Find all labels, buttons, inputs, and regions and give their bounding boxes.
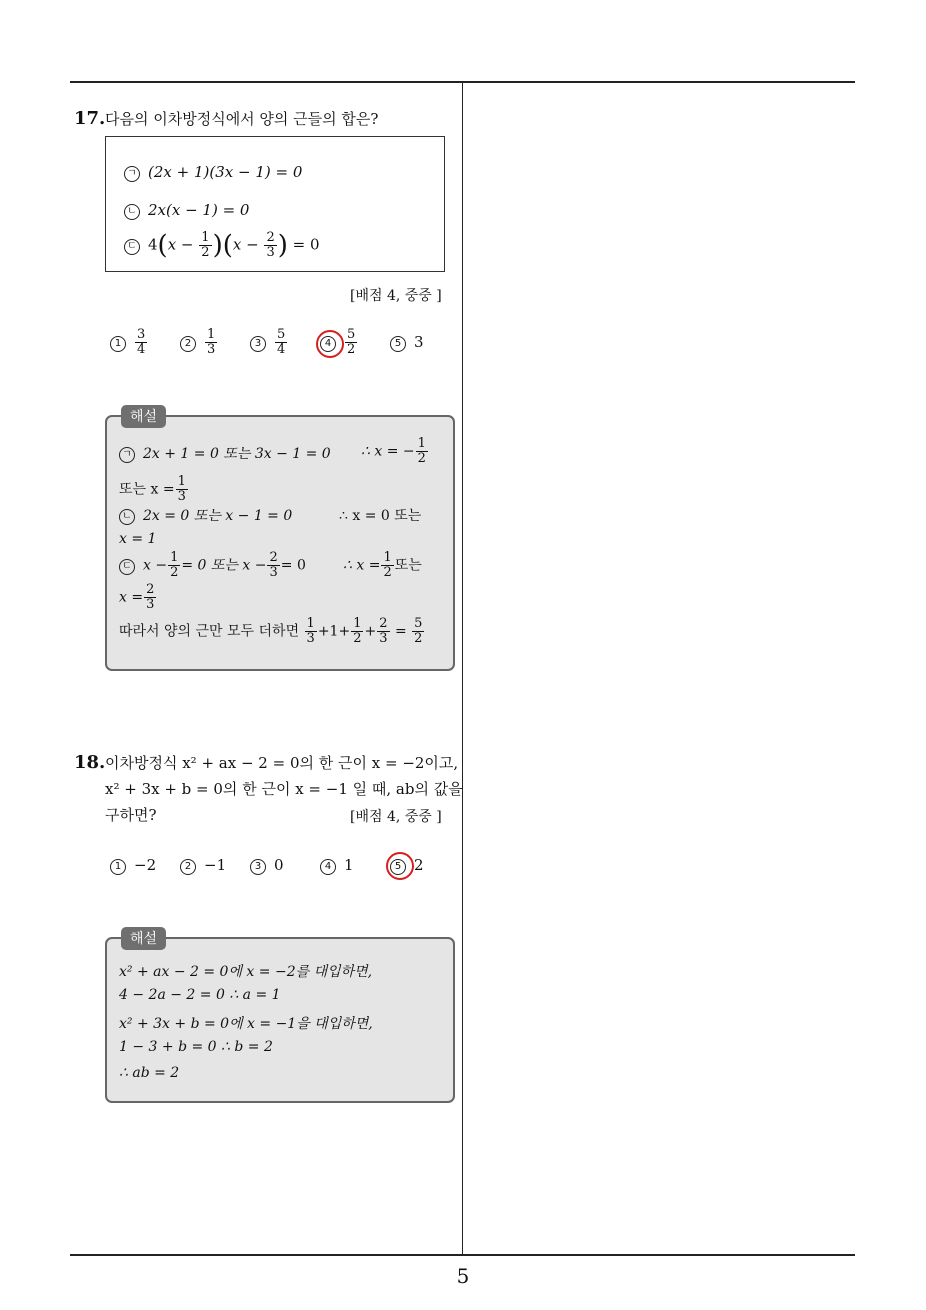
q17-condition-1 xyxy=(124,163,302,182)
q17-solution-line-5: ㄷ x − $\frac{1}{2}$ = 0 또는 x − $\frac{2}{3}$ = 0 xyxy=(119,551,306,580)
q17-solution-line-6: x = $\frac{2}{3}$ xyxy=(119,582,155,612)
condition-expr: (2x + 1)(3x − 1) = 0 xyxy=(148,163,303,181)
q17-solution-line-2: 또는 x = $\frac{1}{3}$ xyxy=(119,474,186,504)
q17-solution-line-1: ㄱ 2x + 1 = 0 또는 3x − 1 = 0 xyxy=(119,443,331,463)
q18-number: 18. xyxy=(74,752,106,773)
q18-choice-1[interactable]: 1 −2 xyxy=(110,856,156,875)
q18-solution-tag: 해설 xyxy=(121,927,166,950)
q18-choice-3[interactable]: 3 0 xyxy=(250,856,284,875)
q18-line-1: 이차방정식 x² + ax − 2 = 0의 한 근이 x = −2이고, xyxy=(105,754,459,772)
q18-line-3: 구하면? xyxy=(105,806,157,824)
condition-x1: x − xyxy=(167,235,194,254)
condition-tail: = 0 xyxy=(292,235,320,254)
q17-score: [배점 4, 중중 ] xyxy=(350,288,442,304)
q17-number: 17. xyxy=(74,108,106,129)
q17-choice-5[interactable]: 5 3 xyxy=(390,333,424,352)
q17-solution-line-4: x = 1 xyxy=(119,531,157,547)
condition-mark: ㄱ xyxy=(124,166,140,182)
bottom-rule xyxy=(70,1254,855,1256)
q18-choice-5[interactable]: 5 2 xyxy=(390,856,424,875)
condition-frac-2: $\frac{2}{3}$ xyxy=(266,230,275,260)
q18-selected-circle xyxy=(386,852,414,880)
q17-choice-4[interactable]: 4 $\frac{5}{2}$ xyxy=(320,328,358,357)
condition-expr: 2x(x − 1) = 0 xyxy=(148,201,250,219)
q17-solution-line-7: 따라서 양의 근만 모두 더하면 $\frac{1}{3}$ +1+ $\frac{1}{2}$ + $\frac{2}{3}$ = $\frac{5}{2}$ xyxy=(119,616,423,646)
q17-choice-2[interactable]: 2 $\frac{1}{3}$ xyxy=(180,328,218,357)
q18-solution-line-5: ∴ ab = 2 xyxy=(119,1065,180,1081)
q18-solution-box xyxy=(105,931,455,1103)
q17-choice-3[interactable]: 3 $\frac{5}{4}$ xyxy=(250,328,288,357)
q18-solution-line-2: 4 − 2a − 2 = 0 ∴ a = 1 xyxy=(119,987,281,1003)
column-divider xyxy=(462,82,463,1255)
condition-mark: ㄴ xyxy=(124,204,140,220)
q17-solution-line-3-result: ∴ x = 0 또는 xyxy=(339,508,422,524)
q18-choice-2[interactable]: 2 −1 xyxy=(180,856,226,875)
page-number: 5 xyxy=(456,1264,470,1288)
condition-frac-1: $\frac{1}{2}$ xyxy=(201,230,210,260)
q17-solution-line-5-result: ∴ x = $\frac{1}{2}$ 또는 xyxy=(343,550,422,580)
q17-solution-box xyxy=(105,409,455,671)
q18-solution-line-1: x² + ax − 2 = 0에 x = −2를 대입하면, xyxy=(119,964,373,980)
q18-solution-line-3: x² + 3x + b = 0에 x = −1을 대입하면, xyxy=(119,1016,373,1032)
q17-choice-1[interactable]: 1 $\frac{3}{4}$ xyxy=(110,328,148,357)
condition-x2: x − xyxy=(232,235,259,254)
q17-text: 다음의 이차방정식에서 양의 근들의 합은? xyxy=(105,110,379,128)
q17-solution-tag: 해설 xyxy=(121,405,166,428)
q17-condition-2 xyxy=(124,201,249,220)
condition-lead: 4 xyxy=(148,235,158,254)
q17-solution-line-1-result: ∴ x = − $\frac{1}{2}$ xyxy=(361,436,426,466)
condition-mark: ㄷ xyxy=(124,239,140,255)
q17-solution-line-3: ㄴ 2x = 0 또는 x − 1 = 0 xyxy=(119,505,292,525)
q18-score: [배점 4, 중중 ] xyxy=(350,809,442,825)
q18-choice-4[interactable]: 4 1 xyxy=(320,856,354,875)
q17-selected-circle xyxy=(316,330,344,358)
q18-line-2: x² + 3x + b = 0의 한 근이 x = −1 일 때, ab의 값을 xyxy=(105,780,463,798)
q18-solution-line-4: 1 − 3 + b = 0 ∴ b = 2 xyxy=(119,1039,273,1055)
q17-condition-3: ㄷ 4(x − $\frac{1}{2}$ )(x − $\frac{2}{3}$ ) = 0 xyxy=(124,231,320,260)
q17-condition-box xyxy=(105,136,445,272)
